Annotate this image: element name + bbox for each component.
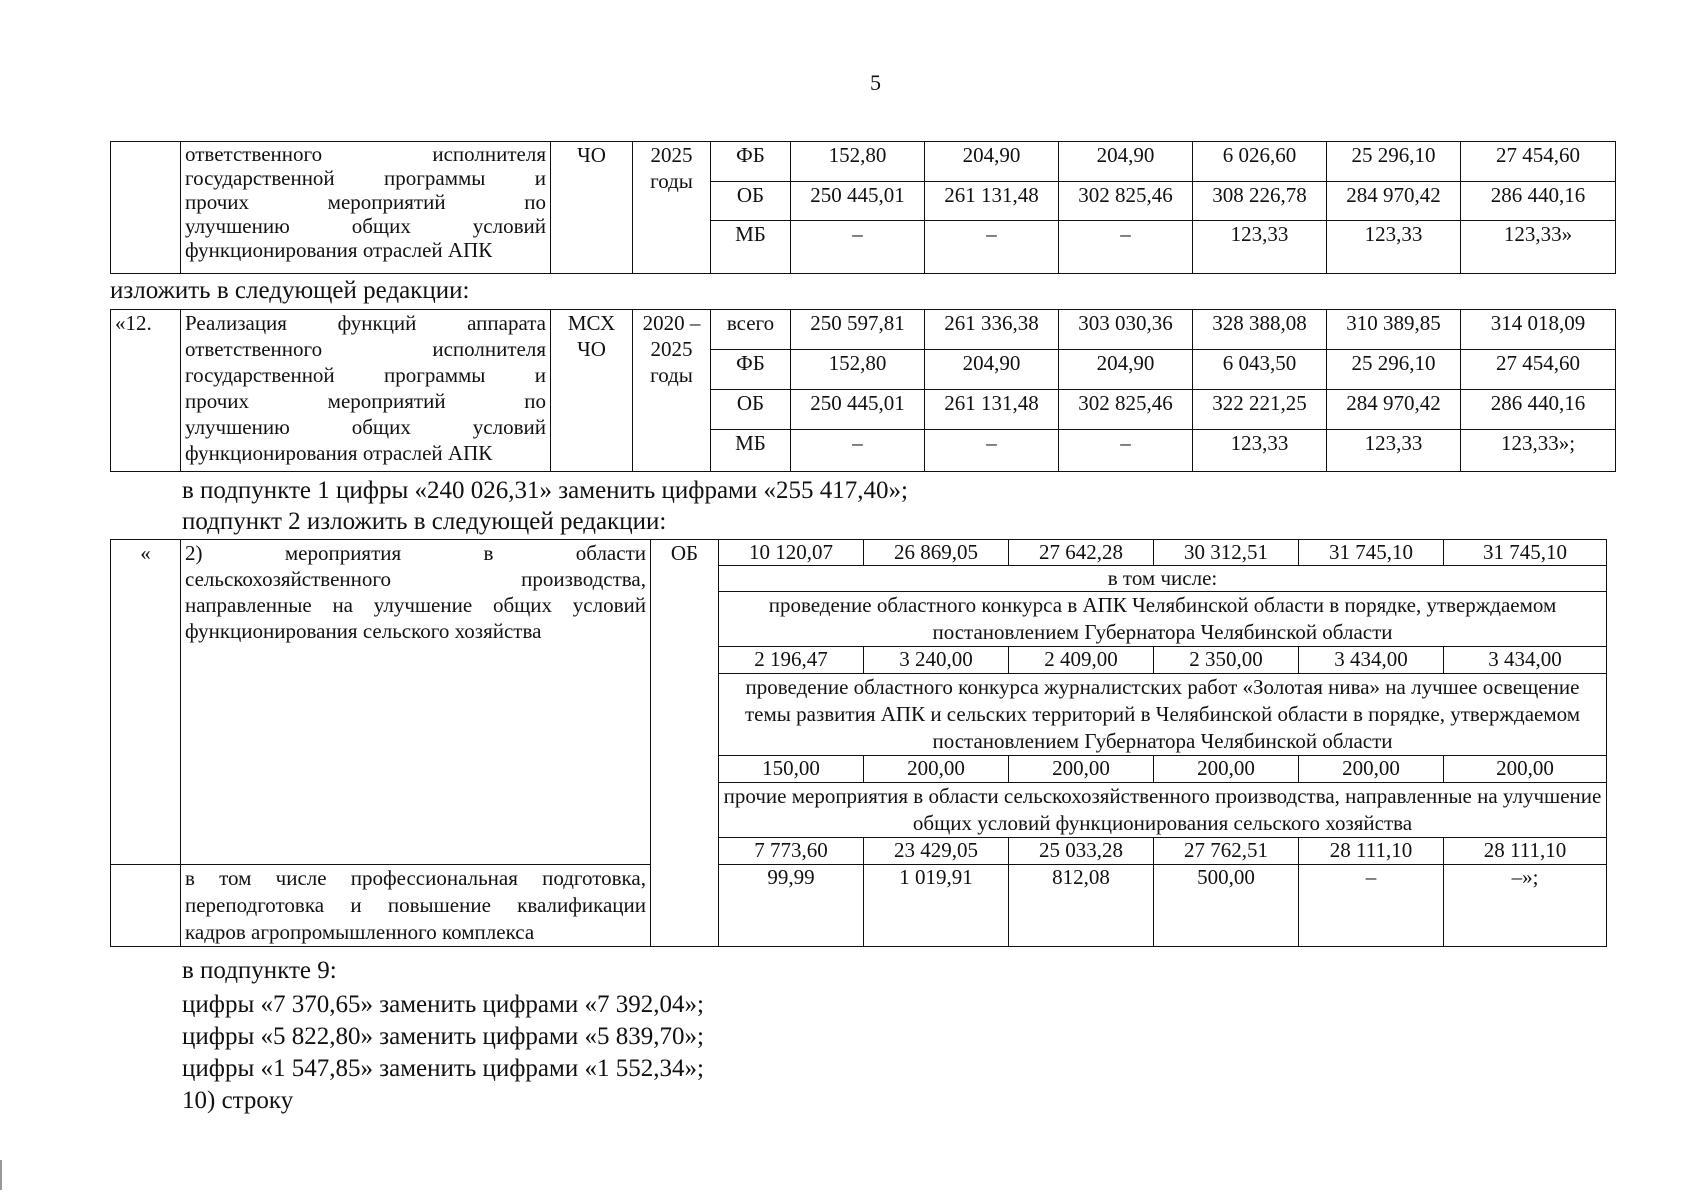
- including-label: в том числе:: [719, 566, 1607, 592]
- value-cell: 200,00: [1444, 756, 1607, 783]
- value-cell: 152,80: [791, 142, 925, 182]
- value-cell: 27 642,28: [1009, 540, 1154, 566]
- desc-line: прочих мероприятий по: [185, 389, 546, 413]
- value-cell: 123,33»: [1461, 221, 1616, 274]
- instruction-subpoint-9: в подпункте 9:: [182, 957, 337, 984]
- value-cell: 123,33: [1327, 221, 1461, 274]
- value-cell: 200,00: [1154, 756, 1299, 783]
- desc-line: 2) мероприятия в области: [185, 541, 646, 565]
- value-cell: 204,90: [1059, 142, 1193, 182]
- executor-cell: [551, 310, 633, 472]
- value-cell: 250 597,81: [791, 310, 925, 350]
- value-cell: 99,99: [719, 865, 864, 947]
- value-cell: 314 018,09: [1461, 310, 1616, 350]
- years-line: годы: [650, 169, 693, 193]
- value-cell: 261 131,48: [925, 390, 1059, 430]
- source-cell: ОБ: [651, 540, 719, 947]
- value-cell: 25 296,10: [1327, 142, 1461, 182]
- desc-line: ответственного исполнителя: [185, 142, 546, 166]
- item-title: проведение областного конкурса журналистских работ «Золотая нива» на лучшее освещение темы развития АПК и сельских территорий в Челябинской области в порядке, утверждаемом постановлением Губернатора Челябинской области: [719, 674, 1607, 756]
- value-cell: 123,33»;: [1461, 430, 1616, 472]
- value-cell: 152,80: [791, 350, 925, 390]
- new-wording-table: [110, 309, 1616, 472]
- desc-line: улучшению общих условий: [185, 415, 546, 439]
- value-cell: 23 429,05: [864, 838, 1009, 865]
- value-cell: 30 312,51: [1154, 540, 1299, 566]
- years-cell: [633, 310, 711, 472]
- value-cell: 1 019,91: [864, 865, 1009, 947]
- source-cell: ОБ: [711, 390, 791, 430]
- value-cell: 328 388,08: [1193, 310, 1327, 350]
- value-cell: 204,90: [925, 142, 1059, 182]
- source-cell: МБ: [711, 221, 791, 274]
- replacement-line: цифры «5 822,80» заменить цифрами «5 839,70»;: [182, 1023, 704, 1050]
- source-cell: МБ: [711, 430, 791, 472]
- value-cell: 500,00: [1154, 865, 1299, 947]
- desc-line: в том числе профессиональная подготовка,: [185, 866, 646, 890]
- value-cell: 303 030,36: [1059, 310, 1193, 350]
- executor-cell: ЧО: [551, 142, 633, 274]
- value-cell: 2 196,47: [719, 647, 864, 674]
- value-cell: 27 454,60: [1461, 350, 1616, 390]
- desc-line: Реализация функций аппарата: [185, 311, 546, 335]
- value-cell: 3 434,00: [1444, 647, 1607, 674]
- years-line: годы: [650, 363, 693, 387]
- value-cell: 310 389,85: [1327, 310, 1461, 350]
- source-cell: всего: [711, 310, 791, 350]
- page-number: 5: [870, 70, 881, 95]
- value-cell: 6 026,60: [1193, 142, 1327, 182]
- value-cell: 31 745,10: [1299, 540, 1444, 566]
- activity-description: [181, 540, 651, 865]
- scan-edge-mark: [0, 1160, 2, 1190]
- value-cell: 204,90: [925, 350, 1059, 390]
- value-cell: 3 240,00: [864, 647, 1009, 674]
- desc-line: функционирования сельского хозяйства: [185, 619, 542, 643]
- value-cell: 25 033,28: [1009, 838, 1154, 865]
- value-cell: 200,00: [1299, 756, 1444, 783]
- row-number-cell: [111, 142, 181, 274]
- desc-line: функционирования отраслей АПК: [185, 441, 493, 465]
- value-cell: 200,00: [864, 756, 1009, 783]
- training-row-blank-cell: [111, 865, 181, 947]
- years-cell: [633, 142, 711, 274]
- value-cell: 150,00: [719, 756, 864, 783]
- value-cell: –: [925, 430, 1059, 472]
- instruction-subpoint-1: в подпункте 1 цифры «240 026,31» заменить цифрами «255 417,40»;: [182, 477, 908, 504]
- value-cell: 123,33: [1193, 221, 1327, 274]
- executor-line: МСХ: [567, 311, 616, 335]
- value-cell: 28 111,10: [1444, 838, 1607, 865]
- value-cell: 812,08: [1009, 865, 1154, 947]
- desc-line: ответственного исполнителя: [185, 337, 546, 361]
- desc-line: прочих мероприятий по: [185, 190, 546, 214]
- value-cell: 25 296,10: [1327, 350, 1461, 390]
- value-cell: –: [791, 430, 925, 472]
- item-title: проведение областного конкурса в АПК Челябинской области в порядке, утверждаемом постановлением Губернатора Челябинской области: [719, 592, 1607, 647]
- item-title: прочие мероприятия в области сельскохозяйственного производства, направленные на улучшение общих условий функционирования сельского хозяйства: [719, 783, 1607, 838]
- source-cell: ФБ: [711, 350, 791, 390]
- value-cell: –: [791, 221, 925, 274]
- instruction-redaction: изложить в следующей редакции:: [110, 277, 470, 304]
- value-cell: 250 445,01: [791, 390, 925, 430]
- years-line: 2025: [650, 143, 693, 167]
- value-cell: 123,33: [1193, 430, 1327, 472]
- value-cell: 322 221,25: [1193, 390, 1327, 430]
- value-cell: 286 440,16: [1461, 182, 1616, 221]
- activity-description: [181, 310, 551, 472]
- value-cell: 7 773,60: [719, 838, 864, 865]
- value-cell: 27 454,60: [1461, 142, 1616, 182]
- value-cell: 10 120,07: [719, 540, 864, 566]
- value-cell: –»;: [1444, 865, 1607, 947]
- activity-description: [181, 142, 551, 274]
- value-cell: 3 434,00: [1299, 647, 1444, 674]
- desc-line: переподготовка и повышение квалификации: [185, 893, 646, 917]
- value-cell: 204,90: [1059, 350, 1193, 390]
- years-line: 2020 –: [642, 311, 701, 335]
- value-cell: 284 970,42: [1327, 182, 1461, 221]
- value-cell: –: [1059, 221, 1193, 274]
- value-cell: 2 409,00: [1009, 647, 1154, 674]
- source-cell: ФБ: [711, 142, 791, 182]
- value-cell: 2 350,00: [1154, 647, 1299, 674]
- value-cell: 284 970,42: [1327, 390, 1461, 430]
- value-cell: 261 336,38: [925, 310, 1059, 350]
- executor-line: ЧО: [577, 337, 606, 361]
- value-cell: –: [925, 221, 1059, 274]
- value-cell: 302 825,46: [1059, 182, 1193, 221]
- value-cell: 261 131,48: [925, 182, 1059, 221]
- desc-line: государственной программы и: [185, 166, 546, 190]
- value-cell: –: [1299, 865, 1444, 947]
- value-cell: 286 440,16: [1461, 390, 1616, 430]
- subpoint-2-table: [110, 539, 1607, 947]
- quote-cell: «: [111, 540, 181, 865]
- value-cell: 308 226,78: [1193, 182, 1327, 221]
- row-number-cell: «12.: [111, 310, 181, 472]
- desc-line: государственной программы и: [185, 363, 546, 387]
- next-item-line: 10) строку: [182, 1087, 294, 1114]
- value-cell: –: [1059, 430, 1193, 472]
- value-cell: 31 745,10: [1444, 540, 1607, 566]
- years-line: 2025: [650, 337, 693, 361]
- instruction-subpoint-2: подпункт 2 изложить в следующей редакции:: [182, 508, 667, 535]
- desc-line: сельскохозяйственного производства,: [185, 567, 646, 591]
- old-wording-table: [110, 141, 1616, 274]
- training-description: [181, 865, 651, 947]
- value-cell: 6 043,50: [1193, 350, 1327, 390]
- source-cell: ОБ: [711, 182, 791, 221]
- value-cell: 250 445,01: [791, 182, 925, 221]
- value-cell: 27 762,51: [1154, 838, 1299, 865]
- value-cell: 26 869,05: [864, 540, 1009, 566]
- value-cell: 200,00: [1009, 756, 1154, 783]
- replacement-line: цифры «7 370,65» заменить цифрами «7 392,04»;: [182, 991, 704, 1018]
- desc-line: кадров агропромышленного комплекса: [185, 920, 535, 944]
- desc-line: направленные на улучшение общих условий: [185, 593, 646, 617]
- value-cell: 123,33: [1327, 430, 1461, 472]
- value-cell: 302 825,46: [1059, 390, 1193, 430]
- desc-line: функционирования отраслей АПК: [185, 238, 493, 262]
- replacement-line: цифры «1 547,85» заменить цифрами «1 552,34»;: [182, 1055, 704, 1082]
- value-cell: 28 111,10: [1299, 838, 1444, 865]
- desc-line: улучшению общих условий: [185, 214, 546, 238]
